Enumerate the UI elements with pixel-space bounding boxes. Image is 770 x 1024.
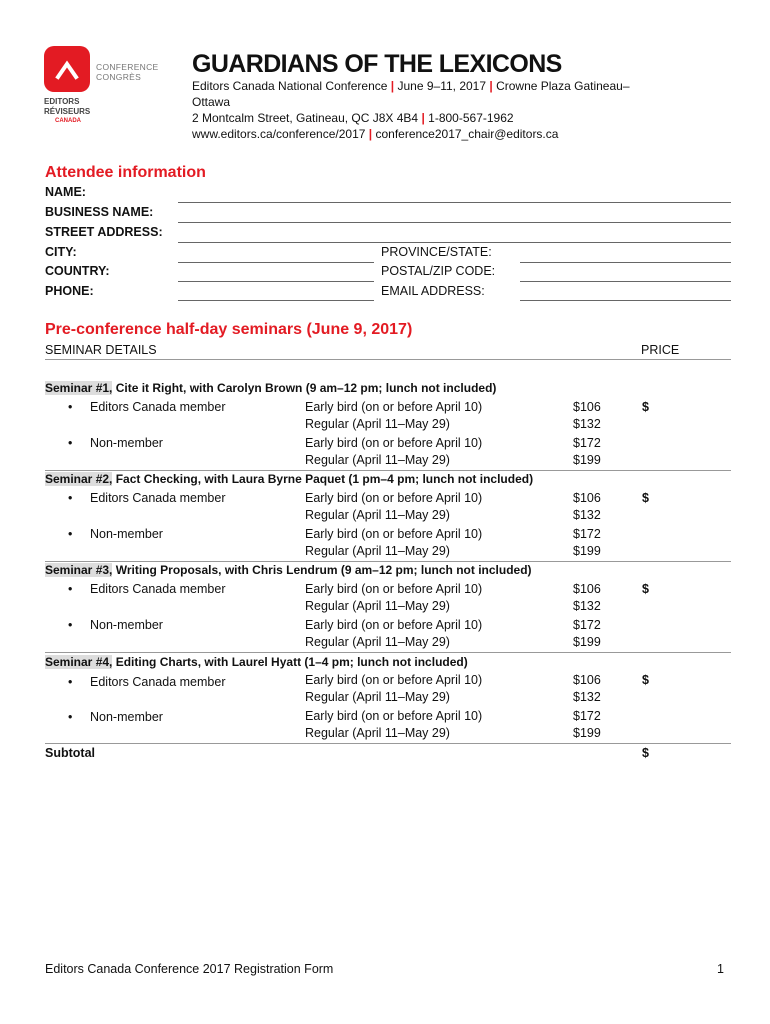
seminar-1-title: Seminar #1, Cite it Right, with Carolyn Brown (9 am–12 pm; lunch not included) <box>45 381 497 395</box>
seminar-2-price-field[interactable]: $ <box>642 491 649 505</box>
price: $106 <box>573 491 601 505</box>
rate-early: Early bird (on or before April 10) <box>305 400 483 414</box>
price: $199 <box>573 635 601 649</box>
country-field[interactable] <box>178 281 374 282</box>
country-label: COUNTRY: <box>45 264 110 278</box>
seminar-4-member: • Editors Canada member <box>68 675 226 689</box>
rate-early: Early bird (on or before April 10) <box>305 709 483 723</box>
seminar-2-nonmember: • Non-member <box>68 527 163 541</box>
seminar-1-price-field[interactable]: $ <box>642 400 649 414</box>
col-seminar-details: SEMINAR DETAILS <box>45 343 157 357</box>
document-title: GUARDIANS OF THE LEXICONS <box>192 50 562 78</box>
document-header <box>192 50 732 142</box>
seminar-2-member: • Editors Canada member <box>68 491 226 505</box>
address-line: 2 Montcalm Street, Gatineau, QC J8X 4B4 | 1-800-567-1962 <box>192 111 514 125</box>
business-field[interactable] <box>178 222 731 223</box>
divider <box>45 743 731 744</box>
name-label: NAME: <box>45 185 86 199</box>
seminar-1-member: • Editors Canada member <box>68 400 226 414</box>
postal-field[interactable] <box>520 281 731 282</box>
street-field[interactable] <box>178 242 731 243</box>
rate-regular: Regular (April 11–May 29) <box>305 635 450 649</box>
logo-conference-text: CONFERENCE CONGRÈS <box>96 62 159 82</box>
price: $106 <box>573 400 601 414</box>
seminar-4-price-field[interactable]: $ <box>642 673 649 687</box>
rate-regular: Regular (April 11–May 29) <box>305 544 450 558</box>
business-label: BUSINESS NAME: <box>45 205 154 219</box>
city-label: CITY: <box>45 245 77 259</box>
seminar-4-nonmember: • Non-member <box>68 710 163 724</box>
subtotal-field[interactable]: $ <box>642 746 649 760</box>
rate-early: Early bird (on or before April 10) <box>305 436 483 450</box>
subtotal-label: Subtotal <box>45 746 95 760</box>
rate-early: Early bird (on or before April 10) <box>305 527 483 541</box>
chevron-up-icon <box>44 46 90 92</box>
seminar-3-title: Seminar #3, Writing Proposals, with Chris Lendrum (9 am–12 pm; lunch not included) <box>45 563 532 577</box>
price: $172 <box>573 709 601 723</box>
price: $172 <box>573 436 601 450</box>
price: $199 <box>573 453 601 467</box>
rate-regular: Regular (April 11–May 29) <box>305 726 450 740</box>
contact-line: www.editors.ca/conference/2017 | conference2017_chair@editors.ca <box>192 127 559 141</box>
price: $199 <box>573 544 601 558</box>
conference-line-cont: Ottawa <box>192 95 231 109</box>
col-price: PRICE <box>641 343 680 357</box>
rate-early: Early bird (on or before April 10) <box>305 673 483 687</box>
phone-label: PHONE: <box>45 284 94 298</box>
price: $172 <box>573 618 601 632</box>
price: $132 <box>573 508 601 522</box>
phone-field[interactable] <box>178 300 374 301</box>
conference-line: Editors Canada National Conference | June 9–11, 2017 | Crowne Plaza Gatineau– <box>192 79 630 93</box>
province-label: PROVINCE/STATE: <box>381 245 492 259</box>
price: $199 <box>573 726 601 740</box>
rate-regular: Regular (April 11–May 29) <box>305 508 450 522</box>
seminar-3-price-field[interactable]: $ <box>642 582 649 596</box>
seminar-3-member: • Editors Canada member <box>68 582 226 596</box>
price: $132 <box>573 690 601 704</box>
price: $132 <box>573 599 601 613</box>
city-field[interactable] <box>178 262 374 263</box>
rate-regular: Regular (April 11–May 29) <box>305 417 450 431</box>
price: $106 <box>573 673 601 687</box>
email-link[interactable]: conference2017_chair@editors.ca <box>375 127 559 141</box>
price: $132 <box>573 417 601 431</box>
price: $106 <box>573 582 601 596</box>
divider <box>45 652 731 653</box>
rate-early: Early bird (on or before April 10) <box>305 618 483 632</box>
logo-canada-text: CANADA <box>55 118 81 124</box>
rate-regular: Regular (April 11–May 29) <box>305 599 450 613</box>
rate-regular: Regular (April 11–May 29) <box>305 453 450 467</box>
logo-badge <box>44 46 90 92</box>
attendee-heading: Attendee information <box>45 164 206 181</box>
logo-editors-text: EDITORS RÉVISEURS <box>44 97 91 116</box>
seminar-4-title: Seminar #4, Editing Charts, with Laurel Hyatt (1–4 pm; lunch not included) <box>45 655 468 669</box>
seminar-2-title: Seminar #2, Fact Checking, with Laura Byrne Paquet (1 pm–4 pm; lunch not included) <box>45 472 534 486</box>
rate-regular: Regular (April 11–May 29) <box>305 690 450 704</box>
name-field[interactable] <box>178 202 731 203</box>
postal-label: POSTAL/ZIP CODE: <box>381 264 496 278</box>
email-field[interactable] <box>520 300 731 301</box>
page-number: 1 <box>717 962 724 976</box>
province-field[interactable] <box>520 262 731 263</box>
seminar-1-nonmember: • Non-member <box>68 436 163 450</box>
editors-canada-logo <box>44 46 164 136</box>
seminar-3-nonmember: • Non-member <box>68 618 163 632</box>
street-label: STREET ADDRESS: <box>45 225 163 239</box>
seminars-heading: Pre-conference half-day seminars (June 9, 2017) <box>45 321 413 338</box>
email-label: EMAIL ADDRESS: <box>381 284 485 298</box>
website-link[interactable]: www.editors.ca/conference/2017 <box>192 127 366 141</box>
divider <box>45 561 731 562</box>
price: $172 <box>573 527 601 541</box>
rate-early: Early bird (on or before April 10) <box>305 491 483 505</box>
rate-early: Early bird (on or before April 10) <box>305 582 483 596</box>
footer-text: Editors Canada Conference 2017 Registration Form <box>45 962 334 976</box>
divider <box>45 470 731 471</box>
divider <box>45 359 731 360</box>
